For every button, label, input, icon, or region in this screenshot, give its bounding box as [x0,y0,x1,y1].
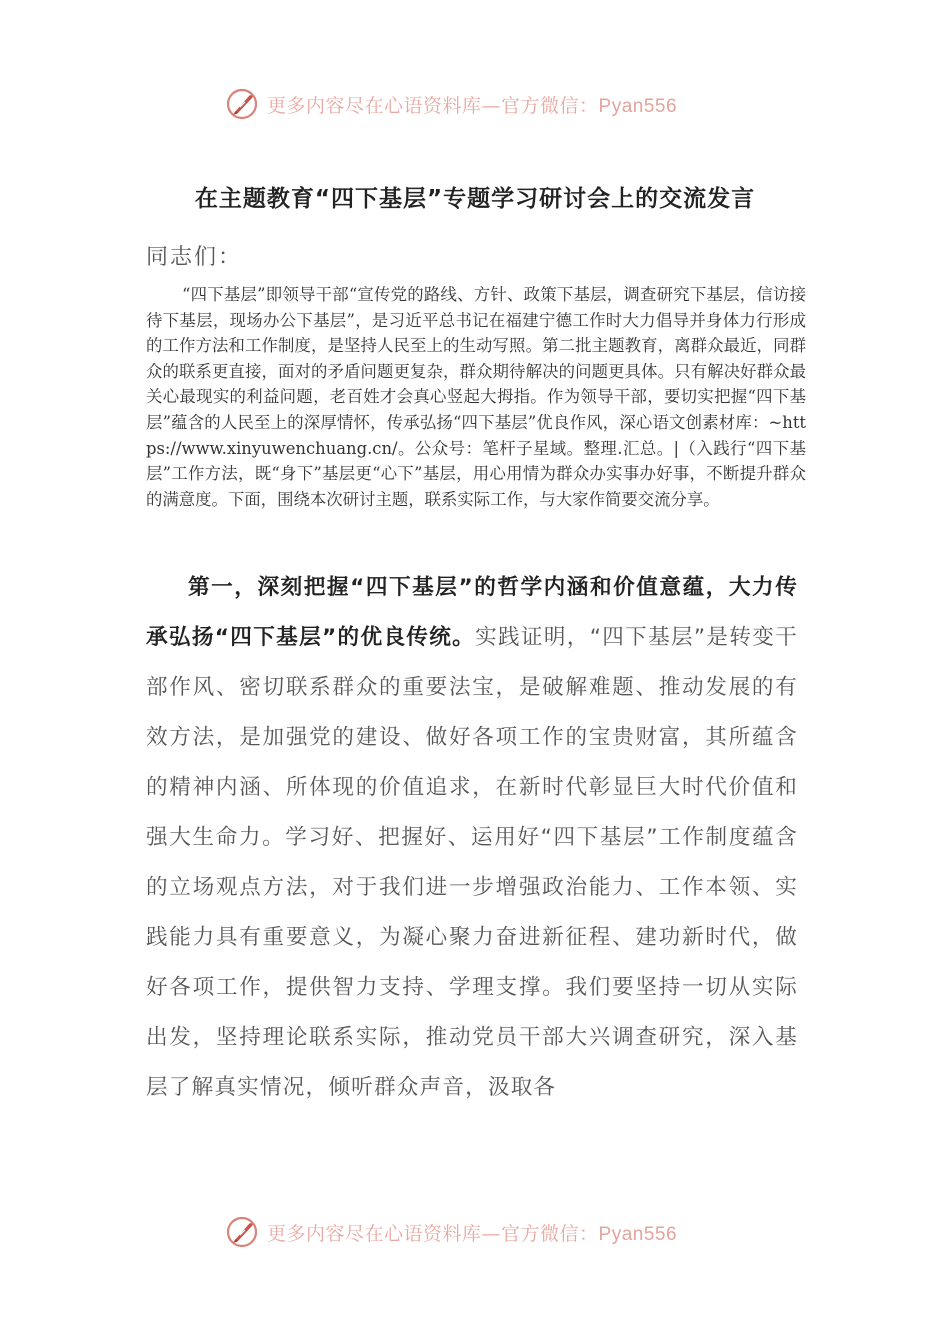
section-1-body: 实践证明，“四下基层”是转变干部作风、密切联系群众的重要法宝，是破解难题、推动发展的有效方法，是加强党的建设、做好各项工作的宝贵财富，其所蕴含的精神内涵、所体现的价值追求，在新时代彰显巨大时代价值和强大生命力。学习好、把握好、运用好“四下基层”工作制度蕴含的立场观点方法，对于我们进一步增强政治能力、工作本领、实践能力具有重要意义，为凝心聚力奋进新征程、建功新时代，做好各项工作，提供智力支持、学理支撑。我们要坚持一切从实际出发，坚持理论联系实际，推动党员干部大兴调查研究，深入基层了解真实情况，倾听群众声音，汲取各 [146,625,799,1100]
watermark-banner-bottom [225,1212,745,1252]
quill-pen-logo-icon [225,87,259,121]
watermark-text: 更多内容尽在心语资料库—官方微信：Pyan556 [267,1222,678,1245]
watermark-banner-top [225,84,745,124]
quill-pen-logo-icon [225,1215,259,1249]
section-1-heading: 第一，深刻把握“四下基层”的哲学内涵和价值意蕴，大力传承弘扬“四下基层”的优良传统。 [146,575,798,650]
section-1-paragraph [146,563,798,1113]
greeting: 同志们： [146,245,243,270]
wechat-id: Pyan556 [598,1223,678,1245]
document-title: 在主题教育“四下基层”专题学习研讨会上的交流发言 [194,186,756,212]
watermark-text: 更多内容尽在心语资料库—官方微信：Pyan556 [267,94,678,117]
wechat-id: Pyan556 [598,95,678,117]
intro-paragraph: “四下基层”即领导干部“宣传党的路线、方针、政策下基层，调查研究下基层，信访接待下基层，现场办公下基层”，是习近平总书记在福建宁德工作时大力倡导并身体力行形成的工作方法和工作制度，是坚持人民至上的生动写照。第二批主题教育，离群众最近，同群众的联系更直接，面对的矛盾问题更复杂，群众期待解决的问题更具体。只有解决好群众最关心最现实的利益问题，老百姓才会真心竖起大拇指。作为领导干部，要切实把握“四下基层”蕴含的人民至上的深厚情怀，传承弘扬“四下基层”优良作风，深心语文创素材库：~https://www.xinyuwenchuang.cn/。公众号：笔杆子星域。整理.汇总。|（入践行“四下基层”工作方法，既“身下”基层更“心下”基层，用心用情为群众办实事办好事，不断提升群众的满意度。下面，围绕本次研讨主题，联系实际工作，与大家作简要交流分享。 [146,285,806,509]
